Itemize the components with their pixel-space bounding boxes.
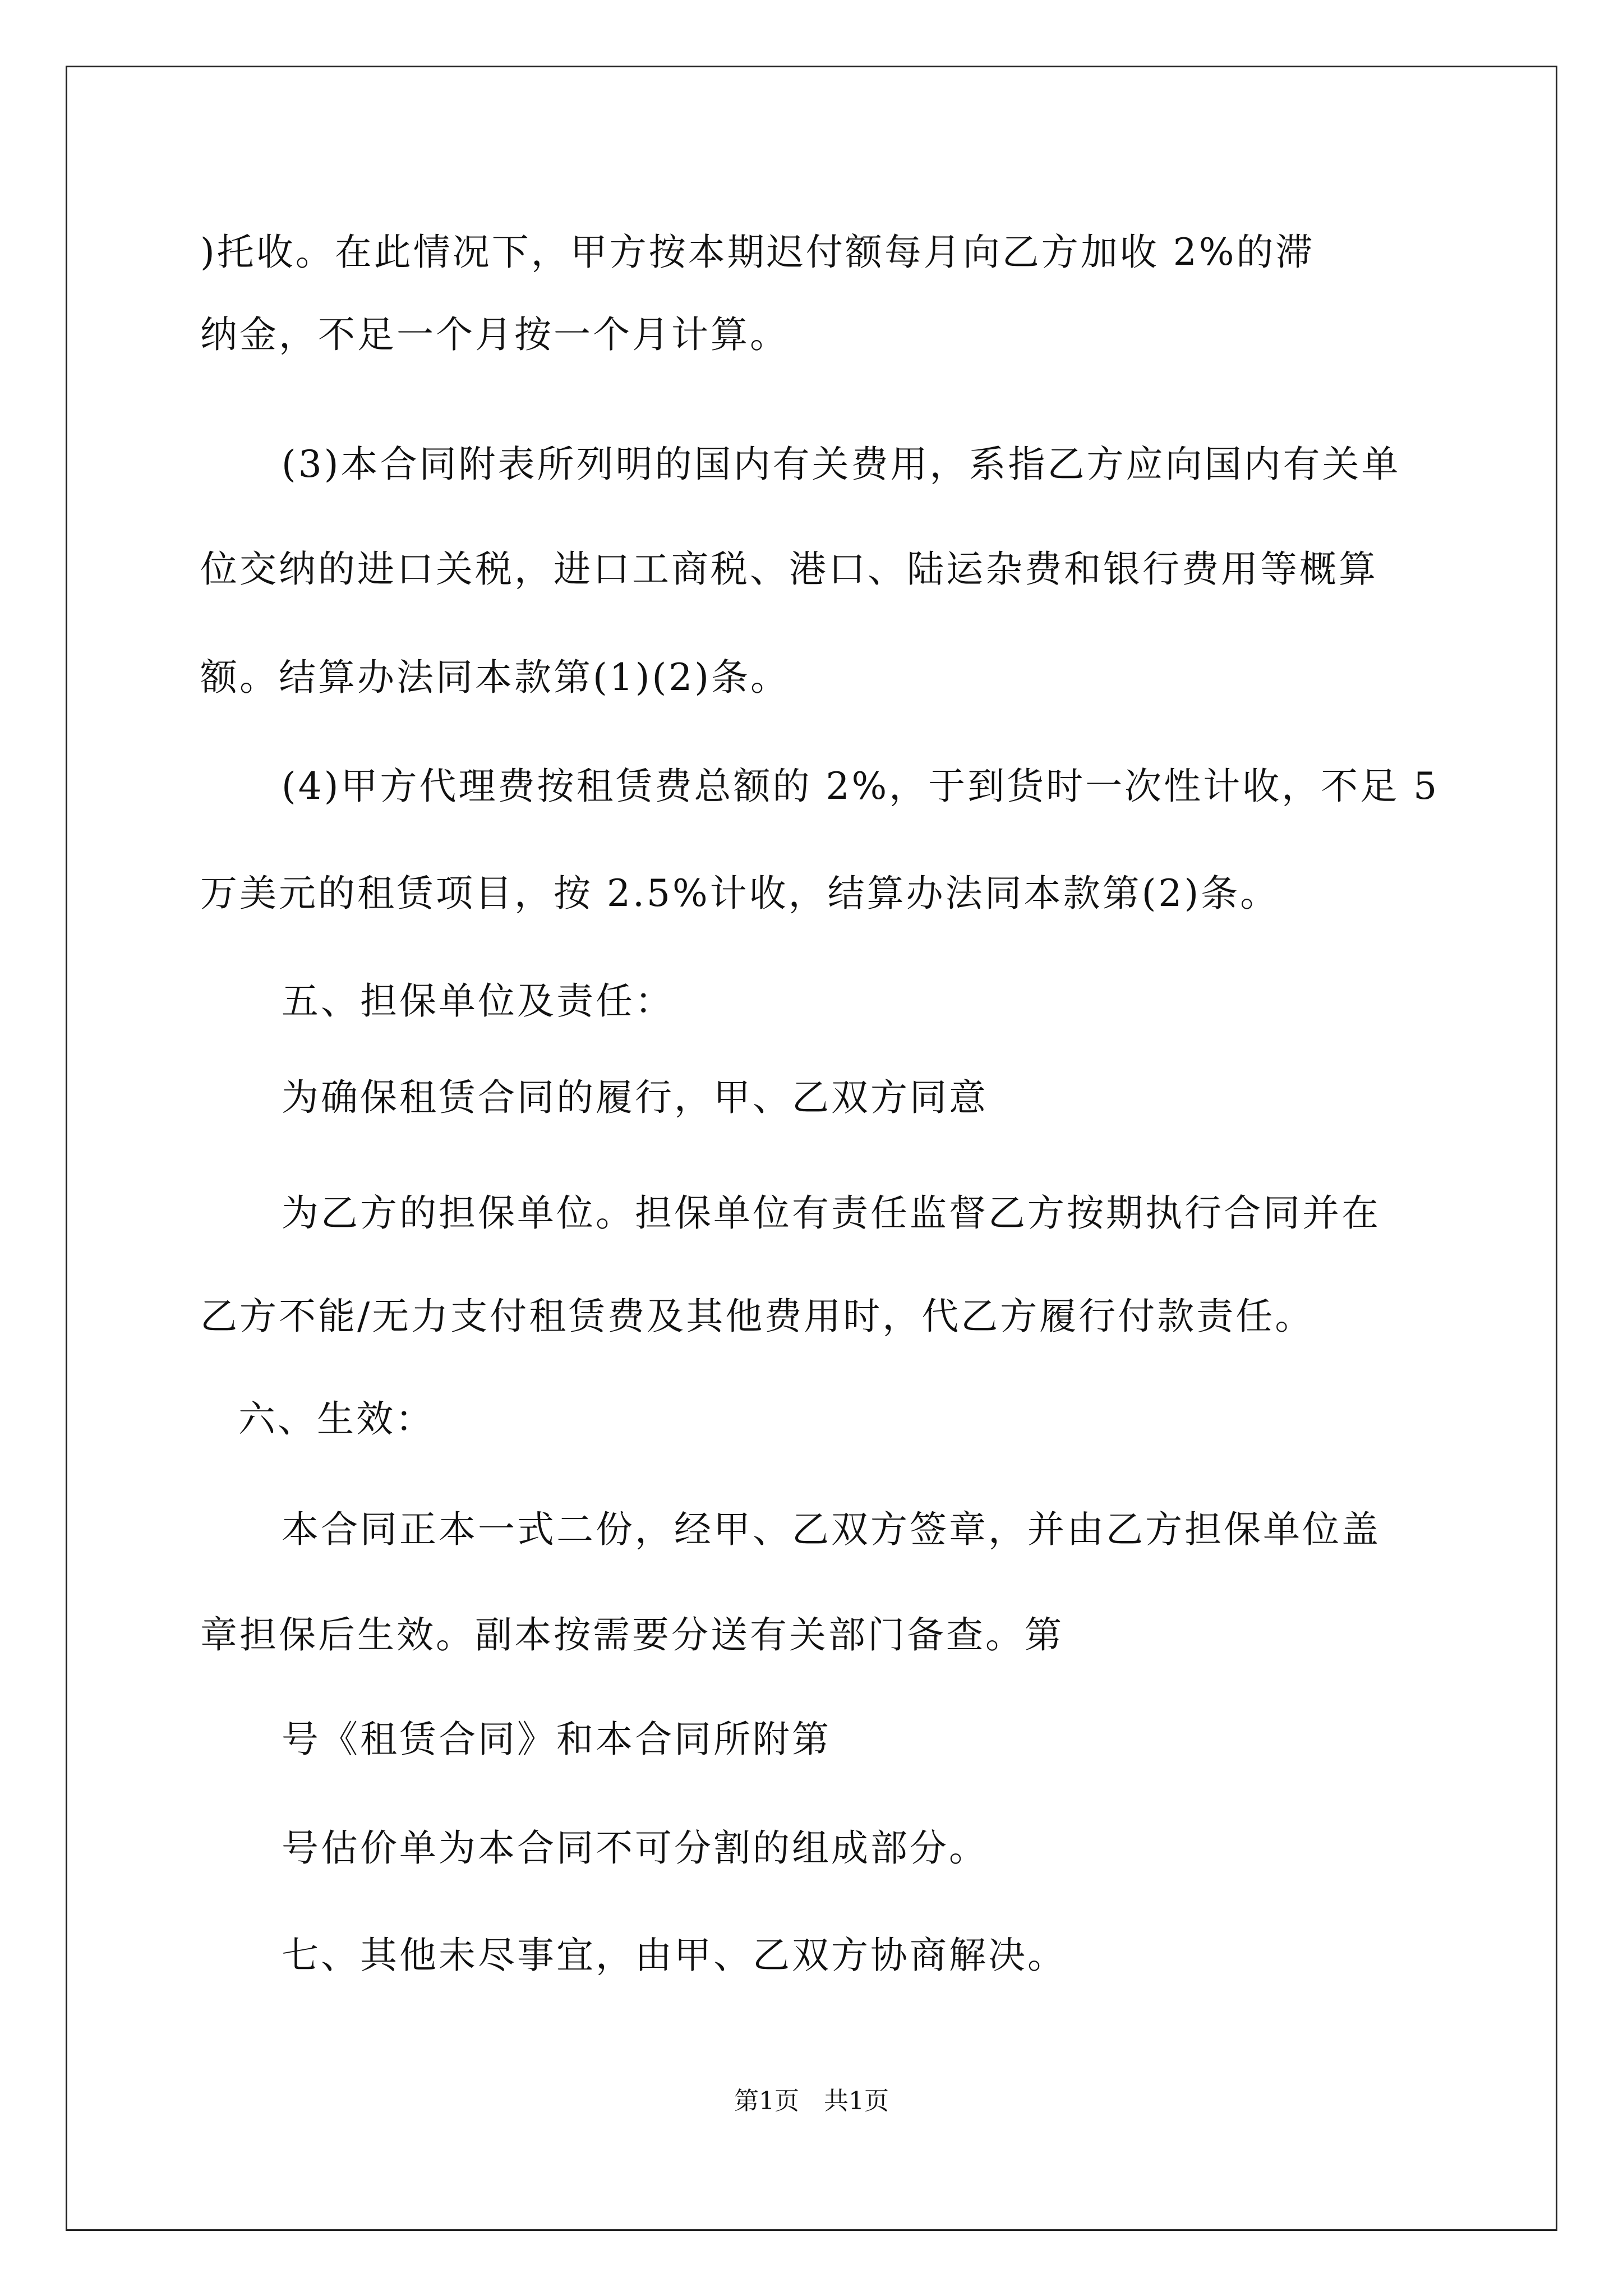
text-line: 本合同正本一式二份，经甲、乙双方签章，并由乙方担保单位盖: [282, 1508, 1381, 1551]
text-line: )托收。在此情况下，甲方按本期迟付额每月向乙方加收 2%的滞: [200, 231, 1315, 274]
text-line: 为乙方的担保单位。担保单位有责任监督乙方按期执行合同并在: [282, 1191, 1381, 1235]
text-line: 万美元的租赁项目，按 2.5%计收，结算办法同本款第(2)条。: [200, 872, 1280, 915]
text-line: (3)本合同附表所列明的国内有关费用，系指乙方应向国内有关单: [282, 443, 1401, 486]
text-line: 章担保后生效。副本按需要分送有关部门备查。第: [200, 1613, 1064, 1657]
text-line: 为确保租赁合同的履行，甲、乙双方同意: [282, 1076, 988, 1119]
text-line: (4)甲方代理费按租赁费总额的 2%，于到货时一次性计收，不足 5: [282, 765, 1440, 808]
text-line: 纳金，不足一个月按一个月计算。: [200, 313, 789, 356]
text-line: 额。结算办法同本款第(1)(2)条。: [200, 656, 790, 699]
page-footer: 第1页 共1页: [734, 2087, 889, 2115]
page-border: [66, 66, 1557, 2231]
section-heading: 五、担保单位及责任：: [282, 979, 674, 1023]
text-line: 号《租赁合同》和本合同所附第: [282, 1718, 831, 1761]
section-heading: 六、生效：: [238, 1397, 435, 1441]
text-line: 位交纳的进口关税，进口工商税、港口、陆运杂费和银行费用等概算: [200, 547, 1378, 591]
text-line: 号估价单为本合同不可分割的组成部分。: [282, 1826, 988, 1870]
text-line: 乙方不能/无力支付租赁费及其他费用时，代乙方履行付款责任。: [200, 1295, 1315, 1338]
section-heading: 七、其他未尽事宜，由甲、乙双方协商解决。: [282, 1934, 1067, 1977]
